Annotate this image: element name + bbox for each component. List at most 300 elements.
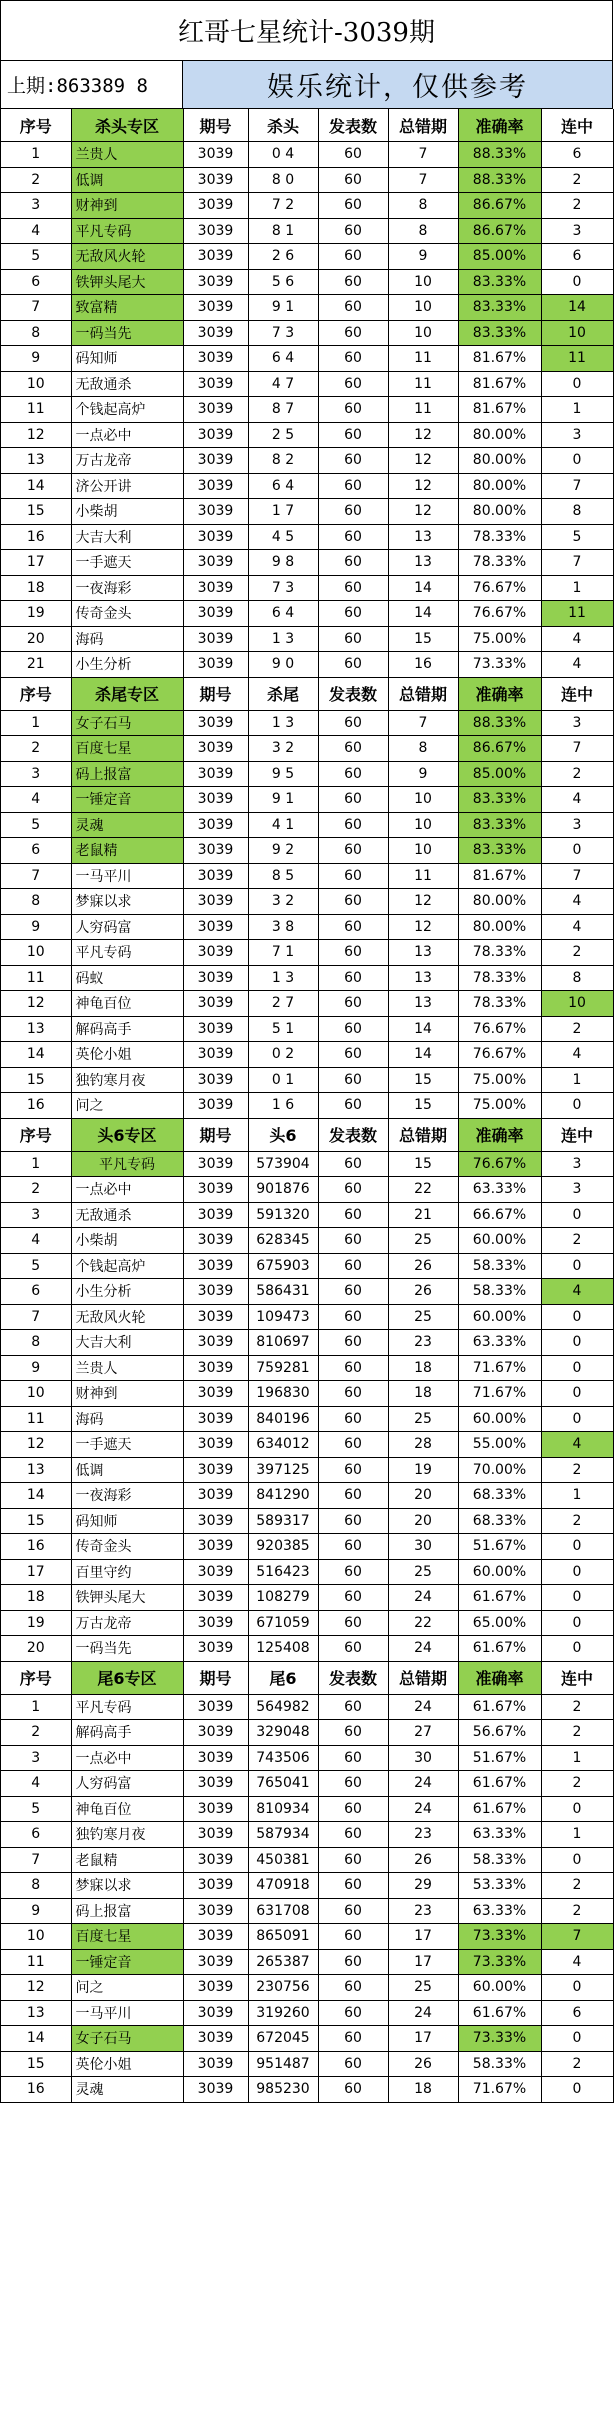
predictor-name-cell: 独钓寒月夜 — [71, 1822, 183, 1848]
accuracy-cell: 76.67% — [458, 1151, 541, 1177]
issue-number-cell: 3039 — [183, 575, 248, 601]
prediction-value-cell: 516423 — [248, 1559, 318, 1585]
predictor-name-cell: 一锤定音 — [71, 1949, 183, 1975]
publish-count-cell: 60 — [318, 1924, 388, 1950]
error-count-cell: 13 — [388, 991, 458, 1017]
streak-cell: 0 — [541, 1847, 613, 1873]
prediction-value-cell: 810697 — [248, 1330, 318, 1356]
row-number-cell: 4 — [1, 787, 71, 813]
streak-cell: 6 — [541, 142, 613, 168]
error-count-cell: 10 — [388, 320, 458, 346]
publish-count-cell: 60 — [318, 1381, 388, 1407]
predictor-name-cell: 一码当先 — [71, 320, 183, 346]
streak-cell: 7 — [541, 473, 613, 499]
issue-number-cell: 3039 — [183, 1924, 248, 1950]
streak-cell: 1 — [541, 575, 613, 601]
error-count-cell: 24 — [388, 1585, 458, 1611]
prediction-value-cell: 743506 — [248, 1745, 318, 1771]
accuracy-cell: 71.67% — [458, 1355, 541, 1381]
row-number-cell: 16 — [1, 1534, 71, 1560]
accuracy-cell: 60.00% — [458, 1304, 541, 1330]
error-count-cell: 17 — [388, 1924, 458, 1950]
error-count-cell: 26 — [388, 2051, 458, 2077]
table-row — [1, 1898, 613, 1924]
publish-count-cell: 60 — [318, 1559, 388, 1585]
streak-cell: 0 — [541, 448, 613, 474]
accuracy-cell: 76.67% — [458, 1042, 541, 1068]
prediction-value-cell: 450381 — [248, 1847, 318, 1873]
predictor-name-cell: 老鼠精 — [71, 838, 183, 864]
row-number-cell: 3 — [1, 761, 71, 787]
accuracy-cell: 61.67% — [458, 1585, 541, 1611]
publish-count-cell: 60 — [318, 397, 388, 423]
table-row — [1, 422, 613, 448]
row-number-cell: 2 — [1, 167, 71, 193]
accuracy-cell: 81.67% — [458, 371, 541, 397]
error-count-cell: 25 — [388, 1228, 458, 1254]
streak-cell: 2 — [541, 1508, 613, 1534]
streak-cell: 0 — [541, 1585, 613, 1611]
publish-count-cell: 60 — [318, 1042, 388, 1068]
issue-number-cell: 3039 — [183, 736, 248, 762]
column-header-accuracy: 准确率 — [458, 1661, 541, 1694]
table-row — [1, 575, 613, 601]
accuracy-cell: 51.67% — [458, 1534, 541, 1560]
streak-cell: 2 — [541, 1873, 613, 1899]
publish-count-cell: 60 — [318, 914, 388, 940]
error-count-cell: 16 — [388, 652, 458, 678]
table-row — [1, 1202, 613, 1228]
row-number-cell: 15 — [1, 499, 71, 525]
column-header-issue-number: 期号 — [183, 109, 248, 142]
row-number-cell: 9 — [1, 346, 71, 372]
accuracy-cell: 61.67% — [458, 2000, 541, 2026]
prediction-value-cell: 9 2 — [248, 838, 318, 864]
table-row — [1, 524, 613, 550]
accuracy-cell: 85.00% — [458, 244, 541, 270]
prediction-value-cell: 397125 — [248, 1457, 318, 1483]
streak-cell: 4 — [541, 1949, 613, 1975]
error-count-cell: 25 — [388, 1406, 458, 1432]
issue-number-cell: 3039 — [183, 652, 248, 678]
row-number-cell: 11 — [1, 1406, 71, 1432]
row-number-cell: 17 — [1, 550, 71, 576]
issue-number-cell: 3039 — [183, 1381, 248, 1407]
prediction-value-cell: 920385 — [248, 1534, 318, 1560]
predictor-name-cell: 一点必中 — [71, 1745, 183, 1771]
prediction-value-cell: 985230 — [248, 2077, 318, 2103]
prediction-value-cell: 329048 — [248, 1720, 318, 1746]
column-header-streak: 连中 — [541, 1118, 613, 1151]
column-header-predictor-name: 头6专区 — [71, 1118, 183, 1151]
issue-number-cell: 3039 — [183, 940, 248, 966]
accuracy-cell: 68.33% — [458, 1483, 541, 1509]
predictor-name-cell: 大吉大利 — [71, 1330, 183, 1356]
streak-cell: 7 — [541, 550, 613, 576]
column-header-issue-number: 期号 — [183, 1118, 248, 1151]
publish-count-cell: 60 — [318, 787, 388, 813]
table-row — [1, 1924, 613, 1950]
issue-number-cell: 3039 — [183, 473, 248, 499]
error-count-cell: 10 — [388, 269, 458, 295]
accuracy-cell: 81.67% — [458, 397, 541, 423]
publish-count-cell: 60 — [318, 142, 388, 168]
error-count-cell: 21 — [388, 1202, 458, 1228]
table-row — [1, 889, 613, 915]
accuracy-cell: 83.33% — [458, 295, 541, 321]
predictor-name-cell: 一手遮天 — [71, 550, 183, 576]
predictor-name-cell: 小柴胡 — [71, 1228, 183, 1254]
error-count-cell: 22 — [388, 1177, 458, 1203]
table-row — [1, 2026, 613, 2052]
publish-count-cell: 60 — [318, 1949, 388, 1975]
streak-cell: 1 — [541, 1483, 613, 1509]
row-number-cell: 7 — [1, 1847, 71, 1873]
table-row — [1, 371, 613, 397]
prediction-value-cell: 7 3 — [248, 320, 318, 346]
row-number-cell: 10 — [1, 371, 71, 397]
publish-count-cell: 60 — [318, 1898, 388, 1924]
issue-number-cell: 3039 — [183, 244, 248, 270]
prediction-value-cell: 265387 — [248, 1949, 318, 1975]
accuracy-cell: 83.33% — [458, 787, 541, 813]
column-header-issue-number: 期号 — [183, 1661, 248, 1694]
streak-cell: 1 — [541, 1745, 613, 1771]
publish-count-cell: 60 — [318, 1406, 388, 1432]
table-row — [1, 914, 613, 940]
prediction-value-cell: 2 7 — [248, 991, 318, 1017]
accuracy-cell: 60.00% — [458, 1228, 541, 1254]
row-number-cell: 6 — [1, 1822, 71, 1848]
accuracy-cell: 85.00% — [458, 761, 541, 787]
prediction-value-cell: 8 1 — [248, 218, 318, 244]
column-header-issue-number: 期号 — [183, 677, 248, 710]
column-header-accuracy: 准确率 — [458, 677, 541, 710]
row-number-cell: 13 — [1, 2000, 71, 2026]
table-row — [1, 863, 613, 889]
row-number-cell: 1 — [1, 1694, 71, 1720]
issue-number-cell: 3039 — [183, 1975, 248, 2001]
accuracy-cell: 63.33% — [458, 1822, 541, 1848]
prediction-value-cell: 3 2 — [248, 736, 318, 762]
issue-number-cell: 3039 — [183, 320, 248, 346]
publish-count-cell: 60 — [318, 965, 388, 991]
issue-number-cell: 3039 — [183, 1745, 248, 1771]
streak-cell: 8 — [541, 965, 613, 991]
streak-cell: 0 — [541, 269, 613, 295]
predictor-name-cell: 人穷码富 — [71, 1771, 183, 1797]
publish-count-cell: 60 — [318, 1508, 388, 1534]
row-number-cell: 15 — [1, 2051, 71, 2077]
prediction-value-cell: 9 1 — [248, 787, 318, 813]
issue-number-cell: 3039 — [183, 1432, 248, 1458]
row-number-cell: 4 — [1, 1771, 71, 1797]
column-header-predictor-name: 尾6专区 — [71, 1661, 183, 1694]
publish-count-cell: 60 — [318, 1847, 388, 1873]
accuracy-cell: 71.67% — [458, 1381, 541, 1407]
error-count-cell: 23 — [388, 1898, 458, 1924]
column-header-error-count: 总错期 — [388, 1661, 458, 1694]
accuracy-cell: 83.33% — [458, 812, 541, 838]
accuracy-cell: 88.33% — [458, 167, 541, 193]
publish-count-cell: 60 — [318, 1355, 388, 1381]
predictor-name-cell: 解码高手 — [71, 1720, 183, 1746]
prediction-value-cell: 573904 — [248, 1151, 318, 1177]
row-number-cell: 18 — [1, 575, 71, 601]
predictor-name-cell: 一手遮天 — [71, 1432, 183, 1458]
issue-number-cell: 3039 — [183, 499, 248, 525]
row-number-cell: 11 — [1, 965, 71, 991]
prediction-value-cell: 4 7 — [248, 371, 318, 397]
table-row — [1, 346, 613, 372]
predictor-name-cell: 一锤定音 — [71, 787, 183, 813]
column-header-row-number: 序号 — [1, 1661, 71, 1694]
table-row — [1, 1279, 613, 1305]
issue-number-cell: 3039 — [183, 2051, 248, 2077]
publish-count-cell: 60 — [318, 1694, 388, 1720]
row-number-cell: 15 — [1, 1067, 71, 1093]
accuracy-cell: 58.33% — [458, 1847, 541, 1873]
predictor-name-cell: 老鼠精 — [71, 1847, 183, 1873]
issue-number-cell: 3039 — [183, 838, 248, 864]
error-count-cell: 30 — [388, 1745, 458, 1771]
prediction-value-cell: 6 4 — [248, 601, 318, 627]
issue-number-cell: 3039 — [183, 550, 248, 576]
section-header-row — [1, 1118, 613, 1151]
error-count-cell: 25 — [388, 1559, 458, 1585]
prediction-value-cell: 841290 — [248, 1483, 318, 1509]
accuracy-cell: 73.33% — [458, 1924, 541, 1950]
issue-number-cell: 3039 — [183, 1228, 248, 1254]
streak-cell: 2 — [541, 761, 613, 787]
table-row — [1, 1610, 613, 1636]
error-count-cell: 9 — [388, 761, 458, 787]
prediction-value-cell: 4 5 — [248, 524, 318, 550]
error-count-cell: 23 — [388, 1330, 458, 1356]
row-number-cell: 12 — [1, 1975, 71, 2001]
streak-cell: 6 — [541, 2000, 613, 2026]
row-number-cell: 17 — [1, 1559, 71, 1585]
table-row — [1, 2051, 613, 2077]
error-count-cell: 12 — [388, 499, 458, 525]
table-row — [1, 965, 613, 991]
accuracy-cell: 76.67% — [458, 575, 541, 601]
predictor-name-cell: 一码当先 — [71, 1636, 183, 1662]
publish-count-cell: 60 — [318, 422, 388, 448]
publish-count-cell: 60 — [318, 2000, 388, 2026]
publish-count-cell: 60 — [318, 1873, 388, 1899]
prediction-value-cell: 1 3 — [248, 626, 318, 652]
prediction-value-cell: 8 5 — [248, 863, 318, 889]
issue-number-cell: 3039 — [183, 1177, 248, 1203]
table-row — [1, 1534, 613, 1560]
predictor-name-cell: 人穷码富 — [71, 914, 183, 940]
table-row — [1, 244, 613, 270]
issue-number-cell: 3039 — [183, 863, 248, 889]
publish-count-cell: 60 — [318, 1304, 388, 1330]
table-row — [1, 652, 613, 678]
issue-number-cell: 3039 — [183, 1016, 248, 1042]
streak-cell: 2 — [541, 1228, 613, 1254]
predictor-name-cell: 灵魂 — [71, 812, 183, 838]
prediction-value-cell: 810934 — [248, 1796, 318, 1822]
predictor-name-cell: 一夜海彩 — [71, 1483, 183, 1509]
issue-number-cell: 3039 — [183, 1483, 248, 1509]
accuracy-cell: 75.00% — [458, 626, 541, 652]
predictor-name-cell: 财神到 — [71, 1381, 183, 1407]
row-number-cell: 18 — [1, 1585, 71, 1611]
predictor-name-cell: 万古龙帝 — [71, 1610, 183, 1636]
row-number-cell: 1 — [1, 1151, 71, 1177]
column-header-row-number: 序号 — [1, 1118, 71, 1151]
prediction-value-cell: 230756 — [248, 1975, 318, 2001]
prediction-value-cell: 628345 — [248, 1228, 318, 1254]
row-number-cell: 3 — [1, 193, 71, 219]
streak-cell: 3 — [541, 812, 613, 838]
error-count-cell: 13 — [388, 940, 458, 966]
accuracy-cell: 76.67% — [458, 1016, 541, 1042]
table-row — [1, 626, 613, 652]
section-header-row — [1, 1661, 613, 1694]
row-number-cell: 16 — [1, 2077, 71, 2103]
table-row — [1, 1406, 613, 1432]
accuracy-cell: 80.00% — [458, 473, 541, 499]
predictor-name-cell: 海码 — [71, 1406, 183, 1432]
row-number-cell: 16 — [1, 1093, 71, 1119]
row-number-cell: 21 — [1, 652, 71, 678]
row-number-cell: 6 — [1, 1279, 71, 1305]
issue-number-cell: 3039 — [183, 1898, 248, 1924]
streak-cell: 3 — [541, 218, 613, 244]
column-header-publish-count: 发表数 — [318, 1661, 388, 1694]
issue-number-cell: 3039 — [183, 422, 248, 448]
error-count-cell: 11 — [388, 346, 458, 372]
accuracy-cell: 58.33% — [458, 1279, 541, 1305]
accuracy-cell: 65.00% — [458, 1610, 541, 1636]
accuracy-cell: 80.00% — [458, 889, 541, 915]
row-number-cell: 13 — [1, 448, 71, 474]
streak-cell: 10 — [541, 320, 613, 346]
accuracy-cell: 78.33% — [458, 991, 541, 1017]
publish-count-cell: 60 — [318, 991, 388, 1017]
error-count-cell: 9 — [388, 244, 458, 270]
error-count-cell: 26 — [388, 1253, 458, 1279]
publish-count-cell: 60 — [318, 652, 388, 678]
publish-count-cell: 60 — [318, 1016, 388, 1042]
accuracy-cell: 61.67% — [458, 1771, 541, 1797]
error-count-cell: 7 — [388, 142, 458, 168]
error-count-cell: 11 — [388, 863, 458, 889]
row-number-cell: 5 — [1, 1796, 71, 1822]
predictor-name-cell: 致富精 — [71, 295, 183, 321]
predictor-name-cell: 独钓寒月夜 — [71, 1067, 183, 1093]
error-count-cell: 8 — [388, 736, 458, 762]
column-header-predictor-name: 杀尾专区 — [71, 677, 183, 710]
table-row — [1, 940, 613, 966]
column-header-accuracy: 准确率 — [458, 1118, 541, 1151]
error-count-cell: 28 — [388, 1432, 458, 1458]
prediction-value-cell: 901876 — [248, 1177, 318, 1203]
error-count-cell: 26 — [388, 1279, 458, 1305]
error-count-cell: 17 — [388, 2026, 458, 2052]
publish-count-cell: 60 — [318, 575, 388, 601]
predictor-name-cell: 一马平川 — [71, 2000, 183, 2026]
column-header-streak: 连中 — [541, 109, 613, 142]
publish-count-cell: 60 — [318, 1177, 388, 1203]
prediction-value-cell: 587934 — [248, 1822, 318, 1848]
accuracy-cell: 75.00% — [458, 1093, 541, 1119]
table-row — [1, 1016, 613, 1042]
table-row — [1, 710, 613, 736]
issue-number-cell: 3039 — [183, 295, 248, 321]
streak-cell: 0 — [541, 1093, 613, 1119]
predictor-name-cell: 问之 — [71, 1975, 183, 2001]
prediction-value-cell: 8 7 — [248, 397, 318, 423]
streak-cell: 0 — [541, 1975, 613, 2001]
issue-number-cell: 3039 — [183, 193, 248, 219]
accuracy-cell: 61.67% — [458, 1796, 541, 1822]
table-row — [1, 193, 613, 219]
accuracy-cell: 83.33% — [458, 838, 541, 864]
stats-table — [1, 109, 614, 2103]
streak-cell: 7 — [541, 863, 613, 889]
streak-cell: 0 — [541, 1381, 613, 1407]
streak-cell: 8 — [541, 499, 613, 525]
predictor-name-cell: 灵魂 — [71, 2077, 183, 2103]
accuracy-cell: 73.33% — [458, 1949, 541, 1975]
issue-number-cell: 3039 — [183, 1151, 248, 1177]
accuracy-cell: 61.67% — [458, 1694, 541, 1720]
issue-number-cell: 3039 — [183, 1949, 248, 1975]
row-number-cell: 5 — [1, 1253, 71, 1279]
error-count-cell: 22 — [388, 1610, 458, 1636]
table-row — [1, 1228, 613, 1254]
predictor-name-cell: 一夜海彩 — [71, 575, 183, 601]
accuracy-cell: 73.33% — [458, 2026, 541, 2052]
row-number-cell: 11 — [1, 397, 71, 423]
table-row — [1, 736, 613, 762]
publish-count-cell: 60 — [318, 1067, 388, 1093]
prediction-value-cell: 470918 — [248, 1873, 318, 1899]
row-number-cell: 8 — [1, 1330, 71, 1356]
previous-issue-label: 上期:863389 8 — [1, 61, 183, 109]
predictor-name-cell: 码知师 — [71, 1508, 183, 1534]
prediction-value-cell: 7 3 — [248, 575, 318, 601]
row-number-cell: 10 — [1, 1381, 71, 1407]
accuracy-cell: 80.00% — [458, 914, 541, 940]
prediction-value-cell: 865091 — [248, 1924, 318, 1950]
issue-number-cell: 3039 — [183, 448, 248, 474]
streak-cell: 0 — [541, 1330, 613, 1356]
predictor-name-cell: 铁钾头尾大 — [71, 269, 183, 295]
accuracy-cell: 78.33% — [458, 965, 541, 991]
table-row — [1, 320, 613, 346]
issue-number-cell: 3039 — [183, 787, 248, 813]
streak-cell: 11 — [541, 601, 613, 627]
row-number-cell: 3 — [1, 1202, 71, 1228]
prediction-value-cell: 2 5 — [248, 422, 318, 448]
streak-cell: 0 — [541, 1610, 613, 1636]
issue-number-cell: 3039 — [183, 1796, 248, 1822]
publish-count-cell: 60 — [318, 710, 388, 736]
accuracy-cell: 76.67% — [458, 601, 541, 627]
publish-count-cell: 60 — [318, 1093, 388, 1119]
row-number-cell: 14 — [1, 1483, 71, 1509]
accuracy-cell: 63.33% — [458, 1898, 541, 1924]
row-number-cell: 20 — [1, 1636, 71, 1662]
publish-count-cell: 60 — [318, 889, 388, 915]
issue-number-cell: 3039 — [183, 1406, 248, 1432]
